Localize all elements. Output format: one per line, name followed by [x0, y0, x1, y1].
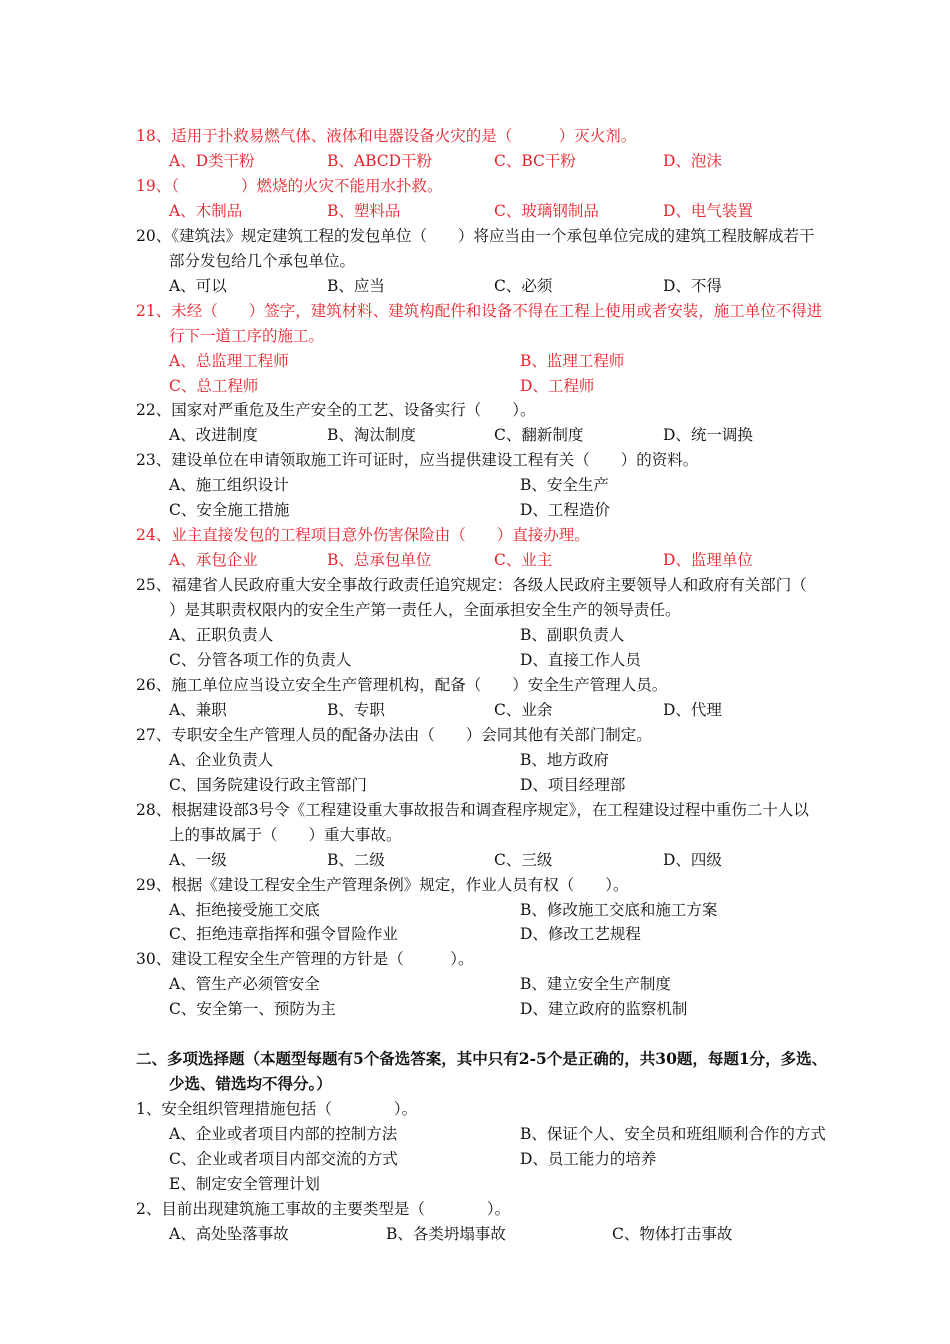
answer-option: D、工程师	[520, 376, 595, 395]
question-text: 19、（ ）燃烧的火灾不能用水扑救。	[136, 176, 443, 195]
answer-option: B、建立安全生产制度	[520, 975, 671, 994]
answer-option: D、电气装置	[663, 201, 753, 220]
question-text-continued: 少选、错选均不得分。）	[169, 1074, 332, 1094]
question-text: 24、业主直接发包的工程项目意外伤害保险由（ ）直接办理。	[136, 526, 590, 545]
question-text: 1、安全组织管理措施包括（ ）。	[136, 1100, 418, 1119]
answer-option: B、专职	[327, 700, 385, 719]
answer-option: C、BC干粉	[494, 151, 576, 170]
answer-option: A、企业或者项目内部的控制方法	[169, 1125, 398, 1144]
answer-option: B、总承包单位	[327, 551, 432, 570]
answer-option: D、建立政府的监察机制	[520, 1000, 688, 1019]
question-text-continued: 上的事故属于（ ）重大事故。	[169, 825, 402, 844]
answer-option: D、员工能力的培养	[520, 1150, 657, 1168]
question-text: 30、建设工程安全生产管理的方针是（ ）。	[136, 950, 474, 969]
answer-option: B、各类坍塌事故	[386, 1224, 506, 1243]
question-text: 20、《建筑法》规定建筑工程的发包单位（ ）将应当由一个承包单位完成的建筑工程肢解成若干	[136, 226, 815, 245]
question-text-continued: 行下一道工序的施工。	[169, 326, 325, 345]
answer-option: D、监理单位	[663, 551, 753, 570]
answer-option: D、修改工艺规程	[520, 925, 641, 944]
answer-option: A、高处坠落事故	[169, 1224, 289, 1243]
answer-option: B、二级	[327, 850, 385, 869]
answer-option: B、安全生产	[520, 476, 609, 495]
question-text-continued: 部分发包给几个承包单位。	[169, 251, 356, 270]
answer-option: B、监理工程师	[520, 351, 625, 370]
answer-option: A、一级	[169, 850, 227, 869]
answer-option: B、修改施工交底和施工方案	[520, 900, 718, 919]
answer-option: C、总工程师	[169, 376, 259, 395]
answer-option: B、淘汰制度	[327, 426, 416, 445]
answer-option: D、统一调换	[663, 426, 753, 445]
question-text: 21、未经（ ）签字，建筑材料、建筑构配件和设备不得在工程上使用或者安装，施工单位不得进	[136, 301, 823, 320]
question-text: 22、国家对严重危及生产安全的工艺、设备实行（ ）。	[136, 401, 536, 420]
answer-option: B、塑料品	[327, 201, 401, 220]
answer-option: A、拒绝接受施工交底	[169, 900, 320, 919]
answer-option: A、木制品	[169, 201, 243, 220]
answer-option: C、玻璃钢制品	[494, 201, 599, 220]
question-text: 27、专职安全生产管理人员的配备办法由（ ）会同其他有关部门制定。	[136, 725, 652, 744]
answer-option: D、直接工作人员	[520, 651, 641, 669]
answer-option: B、应当	[327, 276, 385, 295]
answer-option: C、物体打击事故	[612, 1224, 733, 1243]
answer-option: D、泡沫	[663, 151, 722, 170]
question-text-continued: ）是其职责权限内的安全生产第一责任人，全面承担安全生产的领导责任。	[169, 601, 681, 619]
question-text: 26、施工单位应当设立安全生产管理机构，配备（ ）安全生产管理人员。	[136, 675, 668, 694]
answer-option: D、不得	[663, 276, 722, 295]
answer-option: C、安全第一、预防为主	[169, 1000, 336, 1019]
answer-option: C、翻新制度	[494, 426, 584, 445]
answer-option: C、国务院建设行政主管部门	[169, 775, 367, 794]
answer-option: D、代理	[663, 700, 722, 719]
answer-option: A、兼职	[169, 700, 227, 719]
question-text: 23、建设单位在申请领取施工许可证时，应当提供建设工程有关（ ）的资料。	[136, 451, 699, 470]
answer-option: A、正职负责人	[169, 626, 274, 644]
answer-option: C、分管各项工作的负责人	[169, 651, 352, 669]
question-text: 28、根据建设部3号令《工程建设重大事故报告和调查程序规定》，在工程建设过程中重伤二十人以	[136, 800, 809, 819]
answer-option: B、地方政府	[520, 750, 609, 769]
answer-option: A、总监理工程师	[169, 351, 289, 370]
answer-option: B、保证个人、安全员和班组顺利合作的方式	[520, 1125, 826, 1144]
question-text: 29、根据《建设工程安全生产管理条例》规定，作业人员有权（ ）。	[136, 875, 629, 894]
answer-option: A、企业负责人	[169, 750, 274, 769]
answer-option: C、企业或者项目内部交流的方式	[169, 1150, 398, 1168]
answer-option: D、项目经理部	[520, 775, 626, 794]
answer-option: A、承包企业	[169, 551, 258, 570]
question-text: 18、适用于扑救易燃气体、液体和电器设备火灾的是（ ）灭火剂。	[136, 127, 637, 145]
question-text: 2、目前出现建筑施工事故的主要类型是（ ）。	[136, 1199, 511, 1218]
answer-option: C、业余	[494, 700, 553, 719]
answer-option: D、四级	[663, 850, 722, 869]
question-text-continued: E、制定安全管理计划	[169, 1175, 320, 1193]
question-text: 25、福建省人民政府重大安全事故行政责任追究规定：各级人民政府主要领导人和政府有关部门（	[136, 576, 807, 595]
answer-option: C、必须	[494, 276, 553, 295]
answer-option: B、ABCD干粉	[327, 151, 433, 170]
answer-option: C、三级	[494, 850, 553, 869]
answer-option: A、施工组织设计	[169, 476, 289, 495]
question-text: 二、多项选择题（本题型每题有5个备选答案，其中只有2-5个是正确的，共30题，每题1分，多选、	[136, 1049, 828, 1069]
answer-option: C、业主	[494, 551, 553, 570]
answer-option: C、安全施工措施	[169, 501, 290, 520]
answer-option: A、可以	[169, 276, 227, 295]
answer-option: A、管生产必须管安全	[169, 975, 320, 994]
answer-option: C、拒绝违章指挥和强令冒险作业	[169, 925, 398, 944]
answer-option: A、D类干粉	[169, 151, 255, 170]
answer-option: B、副职负责人	[520, 626, 625, 644]
answer-option: D、工程造价	[520, 501, 610, 520]
answer-option: A、改进制度	[169, 426, 258, 445]
